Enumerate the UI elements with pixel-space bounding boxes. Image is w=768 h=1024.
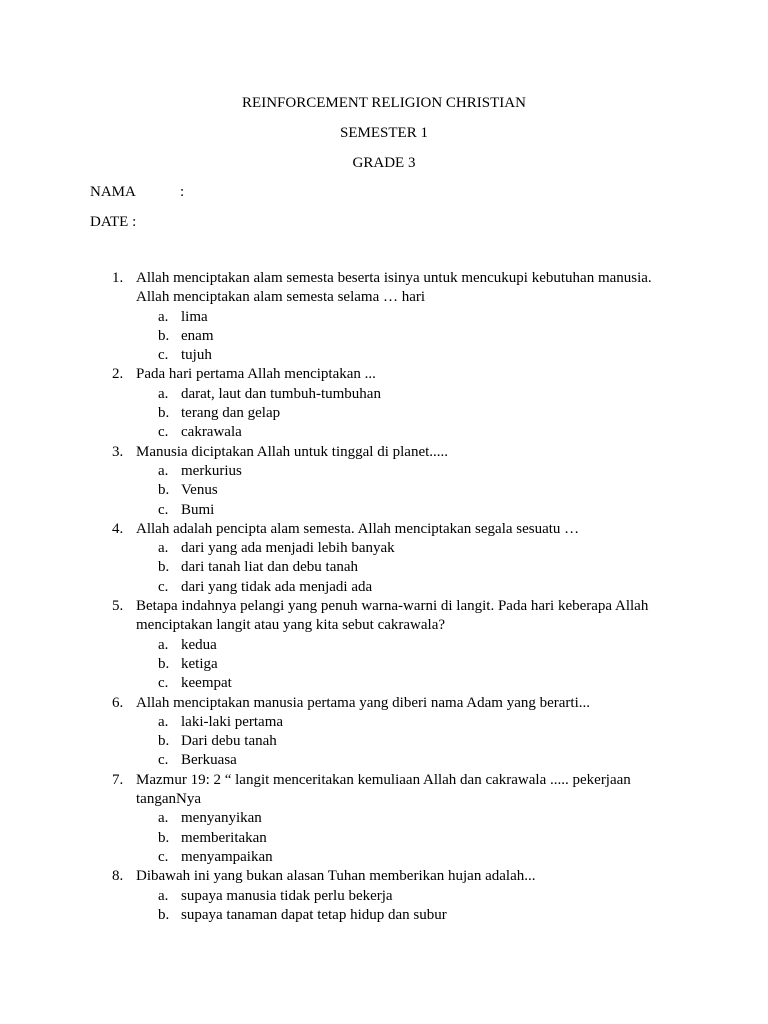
option-text: Berkuasa [181,752,237,769]
option-text: lima [181,308,208,325]
answer-option [0,539,768,558]
answer-option [0,385,768,404]
option-letter: b. [158,733,170,750]
question-number: 2. [112,366,124,383]
answer-option [0,578,768,597]
option-text: supaya manusia tidak perlu bekerja [181,887,393,904]
option-text: laki-laki pertama [181,713,284,730]
option-letter: c. [158,752,169,769]
answer-option [0,848,768,867]
option-letter: b. [158,327,170,344]
question-number: 1. [112,270,124,286]
question-text: Allah menciptakan alam semesta beserta isinya untuk mencukupi kebutuhan manusia. Allah menciptakan alam semesta selama … hari [136,270,652,306]
option-text: ketiga [181,655,218,672]
answer-option [0,751,768,770]
question-number: 7. [112,771,124,788]
option-letter: c. [158,501,169,518]
question-number: 6. [112,694,124,711]
answer-option [0,308,768,327]
option-letter: a. [158,636,169,653]
answer-option [0,809,768,828]
question-number: 3. [112,443,124,460]
option-text: merkurius [181,462,242,479]
question-text: Allah adalah pencipta alam semesta. Allah menciptakan segala sesuatu … [136,520,580,537]
option-text: menyanyikan [181,810,262,827]
option-text: memberitakan [181,829,267,846]
question-item [0,771,768,810]
option-letter: c. [158,675,169,692]
question-item [0,520,768,539]
option-letter: c. [158,848,169,865]
question-item [0,597,768,636]
question-text: Allah menciptakan manusia pertama yang diberi nama Adam yang berarti... [136,694,591,711]
option-letter: a. [158,385,169,402]
name-field-colon: : [180,184,185,200]
answer-option [0,829,768,848]
question-item [0,443,768,462]
question-item [0,365,768,384]
option-text: tujuh [181,347,212,364]
answer-option [0,501,768,520]
option-letter: a. [158,540,169,557]
option-letter: b. [158,559,170,576]
option-letter: b. [158,829,170,846]
answer-option [0,732,768,751]
question-text: Mazmur 19: 2 “ langit menceritakan kemuliaan Allah dan cakrawala ..... pekerjaan tanganNya [136,771,631,808]
option-text: keempat [181,675,232,692]
option-letter: b. [158,482,170,499]
answer-option [0,674,768,693]
question-text: Manusia diciptakan Allah untuk tinggal di planet..... [136,443,449,460]
answer-option [0,404,768,423]
grade-label: GRADE 3 [352,155,416,171]
option-letter: a. [158,713,169,730]
option-text: dari yang tidak ada menjadi ada [181,578,373,595]
option-text: menyampaikan [181,848,273,865]
answer-option [0,346,768,365]
option-letter: b. [158,655,170,672]
option-letter: a. [158,308,169,325]
answer-option [0,423,768,442]
option-text: supaya tanaman dapat tetap hidup dan subur [181,906,447,923]
option-letter: b. [158,906,170,923]
answer-option [0,558,768,577]
question-number: 4. [112,520,124,537]
option-letter: b. [158,405,170,422]
option-text: Venus [181,482,218,499]
question-number: 8. [112,868,124,885]
answer-option [0,481,768,500]
option-letter: a. [158,887,169,904]
option-text: dari tanah liat dan debu tanah [181,559,359,576]
question-item [0,694,768,713]
option-text: Dari debu tanah [181,733,277,750]
answer-option [0,713,768,732]
option-letter: c. [158,347,169,364]
option-text: enam [181,327,214,344]
answer-option [0,906,768,925]
question-item [0,269,768,308]
name-field-label: NAMA [90,184,136,200]
option-letter: c. [158,424,169,441]
option-text: dari yang ada menjadi lebih banyak [181,540,395,557]
option-text: kedua [181,636,217,653]
question-text: Betapa indahnya pelangi yang penuh warna-warni di langit. Pada hari keberapa Allah menciptakan langit atau yang kita sebut cakrawala? [136,598,649,634]
question-text: Dibawah ini yang bukan alasan Tuhan memberikan hujan adalah... [136,868,536,885]
option-letter: a. [158,810,169,827]
answer-option [0,887,768,906]
option-letter: c. [158,578,169,595]
option-text: terang dan gelap [181,405,281,422]
question-item [0,867,768,886]
answer-option [0,655,768,674]
question-list [0,269,768,925]
date-field-label: DATE : [90,214,137,230]
option-text: cakrawala [181,424,242,441]
option-text: Bumi [181,501,215,518]
question-number: 5. [112,598,124,615]
answer-option [0,462,768,481]
semester-label: SEMESTER 1 [340,125,428,141]
question-text: Pada hari pertama Allah menciptakan ... [136,366,376,383]
option-text: darat, laut dan tumbuh-tumbuhan [181,385,381,402]
answer-option [0,327,768,346]
worksheet-title: REINFORCEMENT RELIGION CHRISTIAN [242,95,526,111]
answer-option [0,636,768,655]
option-letter: a. [158,462,169,479]
